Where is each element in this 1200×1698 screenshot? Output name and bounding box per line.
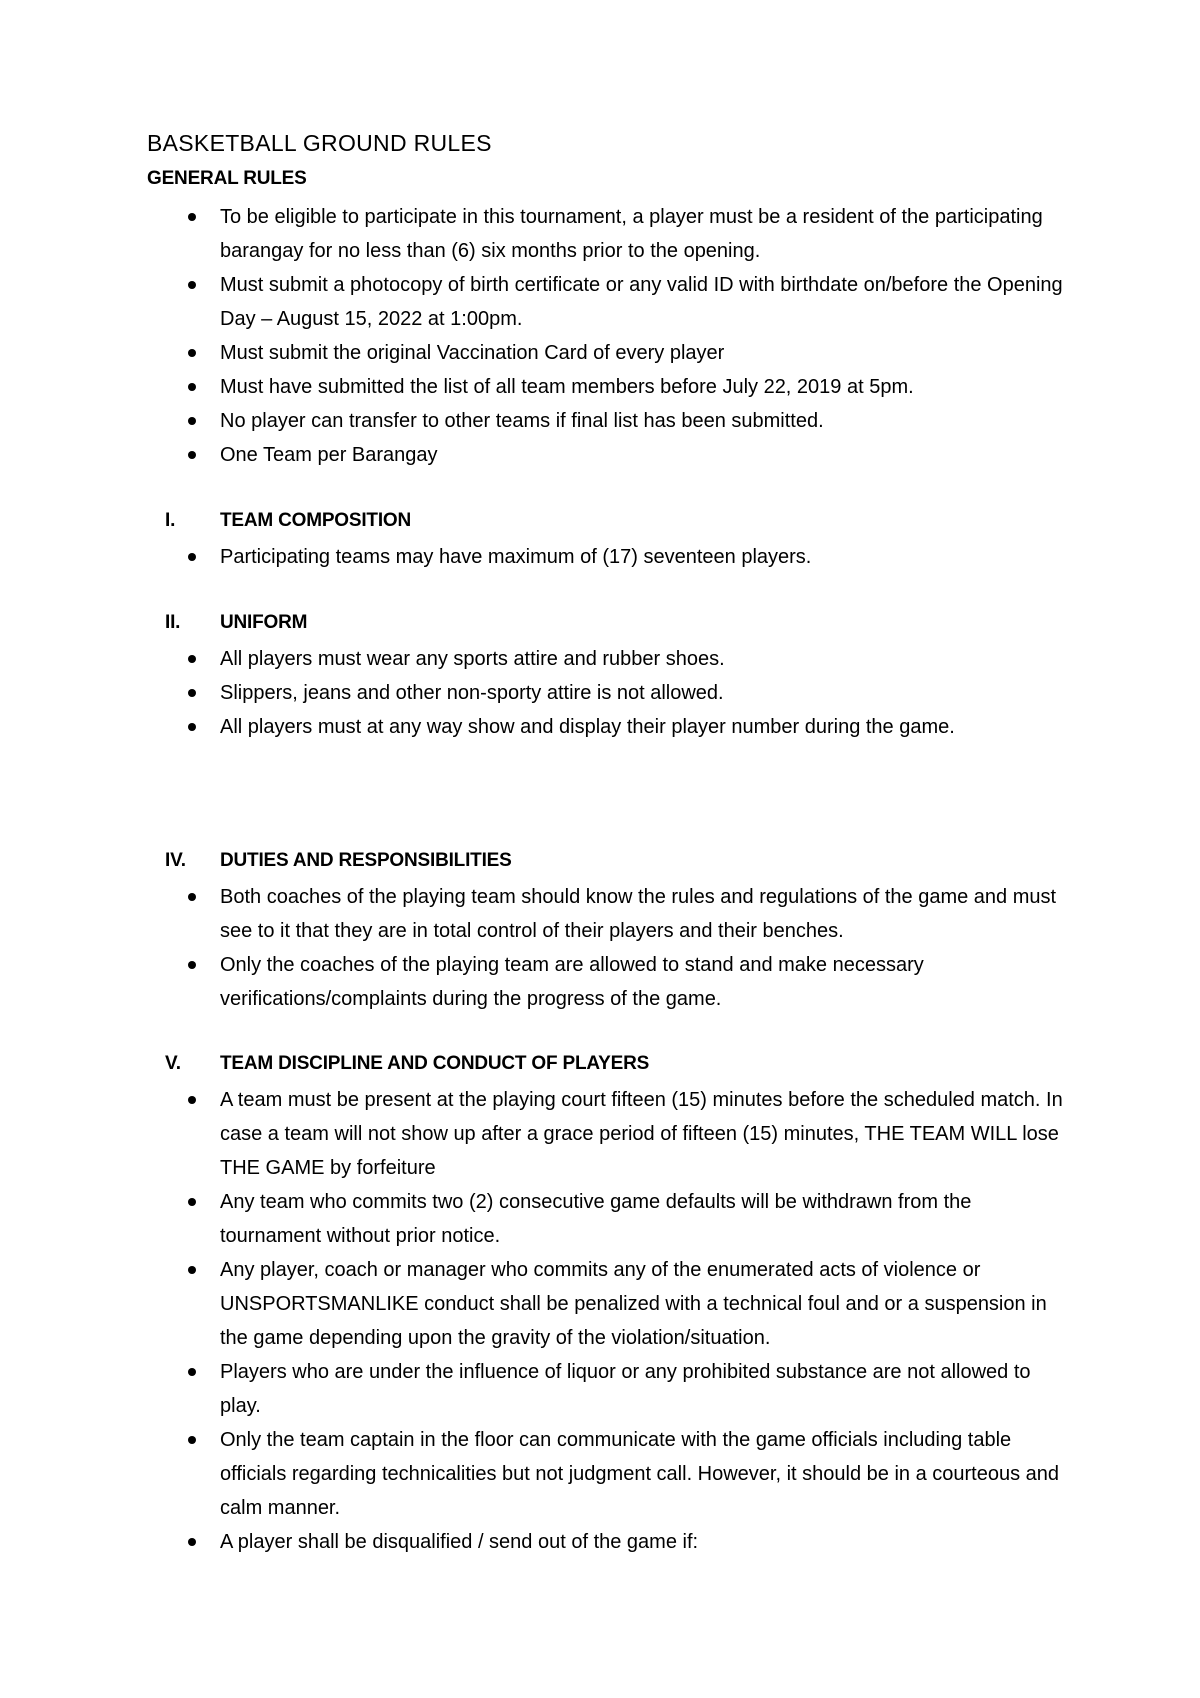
general-rules-list: [188, 200, 1068, 472]
document-title: BASKETBALL GROUND RULES: [147, 130, 492, 156]
list-item: Only the coaches of the playing team are allowed to stand and make necessary verifications/complaints during the progress of the game.: [188, 948, 1068, 1016]
discipline-list: [188, 1083, 1068, 1559]
section-numeral: V.: [165, 1053, 181, 1074]
section-numeral: I.: [165, 510, 176, 531]
section-title: DUTIES AND RESPONSIBILITIES: [220, 850, 512, 871]
list-item: All players must at any way show and display their player number during the game.: [188, 710, 1068, 744]
section-heading-duties: [165, 850, 512, 872]
list-item: Must have submitted the list of all team members before July 22, 2019 at 5pm.: [188, 370, 1068, 404]
list-item: Must submit the original Vaccination Card of every player: [188, 336, 1068, 370]
list-item: Participating teams may have maximum of (17) seventeen players.: [188, 540, 1068, 574]
duties-list: [188, 880, 1068, 1016]
list-item: Players who are under the influence of liquor or any prohibited substance are not allowed to play.: [188, 1355, 1068, 1423]
section-heading-team-composition: [165, 510, 411, 532]
section-title: TEAM DISCIPLINE AND CONDUCT OF PLAYERS: [220, 1053, 650, 1074]
list-item: To be eligible to participate in this tournament, a player must be a resident of the participating barangay for no less than (6) six months prior to the opening.: [188, 200, 1068, 268]
list-item: Only the team captain in the floor can communicate with the game officials including table officials regarding technicalities but not judgment call. However, it should be in a courteous and calm manner.: [188, 1423, 1068, 1525]
list-item: Any player, coach or manager who commits any of the enumerated acts of violence or UNSPORTSMANLIKE conduct shall be penalized with a technical foul and or a suspension in the game depending upon the gravity of the violation/situation.: [188, 1253, 1068, 1355]
section-numeral: II.: [165, 612, 181, 633]
list-item: A player shall be disqualified / send out of the game if:: [188, 1525, 1068, 1559]
uniform-list: [188, 642, 1068, 744]
list-item: Any team who commits two (2) consecutive game defaults will be withdrawn from the tournament without prior notice.: [188, 1185, 1068, 1253]
section-title: TEAM COMPOSITION: [220, 510, 412, 531]
list-item: One Team per Barangay: [188, 438, 1068, 472]
section-numeral: IV.: [165, 850, 186, 871]
list-item: Both coaches of the playing team should know the rules and regulations of the game and must see to it that they are in total control of their players and their benches.: [188, 880, 1068, 948]
list-item: All players must wear any sports attire and rubber shoes.: [188, 642, 1068, 676]
team-composition-list: [188, 540, 1068, 574]
section-title: UNIFORM: [220, 612, 308, 633]
list-item: A team must be present at the playing court fifteen (15) minutes before the scheduled match. In case a team will not show up after a grace period of fifteen (15) minutes, THE TEAM WILL lose THE GAME by forfeiture: [188, 1083, 1068, 1185]
list-item: No player can transfer to other teams if final list has been submitted.: [188, 404, 1068, 438]
section-heading-uniform: [165, 612, 307, 634]
list-item: Slippers, jeans and other non-sporty attire is not allowed.: [188, 676, 1068, 710]
list-item: Must submit a photocopy of birth certificate or any valid ID with birthdate on/before the Opening Day – August 15, 2022 at 1:00pm.: [188, 268, 1068, 336]
section-heading-discipline: [165, 1053, 649, 1075]
general-rules-heading: GENERAL RULES: [147, 168, 307, 189]
